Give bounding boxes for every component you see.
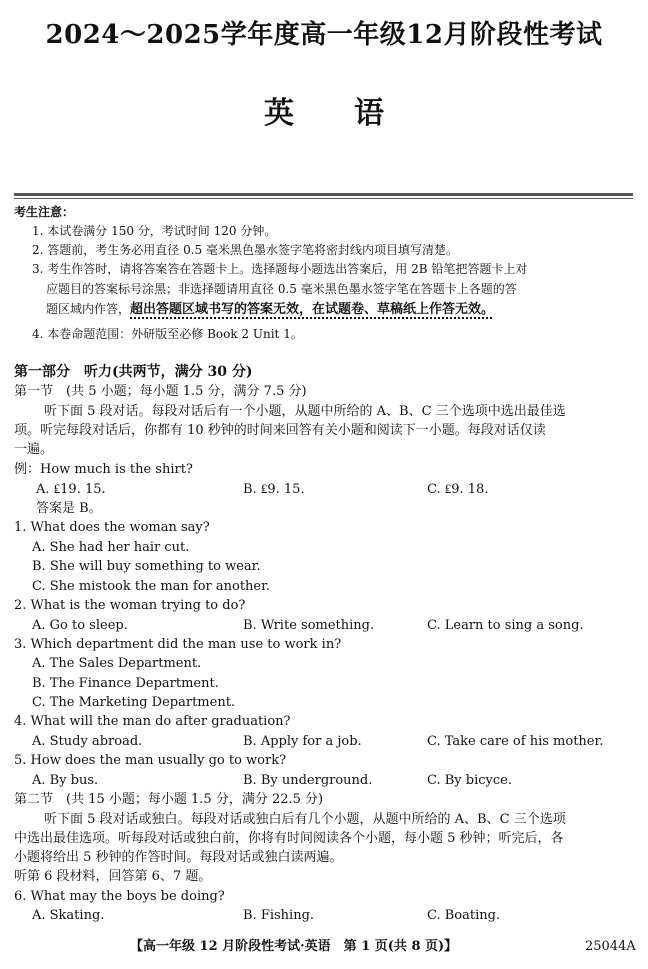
note-3-plain: 题区域内作答， bbox=[46, 302, 131, 316]
section-1-instructions-1: 听下面 5 段对话。每段对话后有一个小题，从题中所给的 A、B、C 三个选项中选出最佳选 bbox=[44, 404, 566, 419]
question-3: 3. Which department did the man use to work in? bbox=[14, 637, 342, 652]
question-6: 6. What may the boys be doing? bbox=[14, 889, 225, 904]
question-2: 2. What is the woman trying to do? bbox=[14, 598, 246, 613]
example-option-b: B. ₤9. 15. bbox=[243, 482, 305, 497]
q6-option-b: B. Fishing. bbox=[243, 908, 315, 923]
subject-title: 英语 bbox=[264, 96, 444, 131]
q4-option-a: A. Study abroad. bbox=[32, 734, 143, 749]
section-1-instructions-3: 一遍。 bbox=[14, 442, 54, 457]
q1-option-b: B. She will buy something to wear. bbox=[32, 559, 261, 574]
section-1-instructions-2: 项。听完每段对话后，你都有 10 秒钟的时间来回答有关小题和阅读下一小题。每段对话仅读 bbox=[14, 423, 546, 438]
q6-option-c: C. Boating. bbox=[427, 908, 501, 923]
footer-code: 25044A bbox=[585, 939, 636, 954]
material-6-note: 听第 6 段材料，回答第 6、7 题。 bbox=[14, 869, 212, 884]
part-1-heading: 第一部分 听力(共两节，满分 30 分) bbox=[14, 364, 253, 380]
q1-option-c: C. She mistook the man for another. bbox=[32, 579, 271, 594]
header-rule-thick bbox=[14, 193, 633, 196]
footer-page-info: 【高一年级 12 月阶段性考试·英语 第 1 页(共 8 页)】 bbox=[130, 939, 458, 954]
q5-option-a: A. By bus. bbox=[32, 773, 99, 788]
section-2-instructions-1: 听下面 5 段对话或独白。每段对话或独白后有几个小题，从题中所给的 A、B、C 三个选项 bbox=[44, 812, 566, 827]
q5-option-b: B. By underground. bbox=[243, 773, 373, 788]
q2-option-b: B. Write something. bbox=[243, 618, 375, 633]
section-2-instructions-2: 中选出最佳选项。听每段对话或独白前，你将有时间阅读各个小题，每小题 5 秒钟；听完后，各 bbox=[14, 831, 564, 846]
note-3-line-2: 应题目的答案标号涂黑；非选择题请用直径 0.5 毫米黑色墨水签字笔在答题卡上各题的答 bbox=[46, 282, 517, 296]
q2-option-a: A. Go to sleep. bbox=[32, 618, 128, 633]
example-option-c: C. ₤9. 18. bbox=[427, 482, 489, 497]
question-4: 4. What will the man do after graduation? bbox=[14, 714, 291, 729]
note-3-line-3 bbox=[46, 300, 494, 319]
section-1-heading: 第一节 (共 5 小题；每小题 1.5 分，满分 7.5 分) bbox=[14, 384, 307, 399]
example-answer: 答案是 B。 bbox=[36, 501, 102, 516]
q3-option-a: A. The Sales Department. bbox=[32, 656, 202, 671]
q5-option-c: C. By bicyce. bbox=[427, 773, 512, 788]
q2-option-c: C. Learn to sing a song. bbox=[427, 618, 584, 633]
note-3-emphasis: 超出答题区域书写的答案无效，在试题卷、草稿纸上作答无效。 bbox=[130, 302, 495, 317]
question-5: 5. How does the man usually go to work? bbox=[14, 753, 287, 768]
note-3-line-1: 3. 考生作答时，请将答案答在答题卡上。选择题每小题选出答案后，用 2B 铅笔把答题卡上对 bbox=[32, 262, 528, 276]
q1-option-a: A. She had her hair cut. bbox=[32, 540, 190, 555]
q3-option-c: C. The Marketing Department. bbox=[32, 695, 236, 710]
exam-title: 2024～2025学年度高一年级12月阶段性考试 bbox=[45, 20, 603, 50]
example-question: 例：How much is the shirt? bbox=[14, 462, 193, 477]
section-2-instructions-3: 小题将给出 5 秒钟的作答时间。每段对话或独白读两遍。 bbox=[14, 850, 343, 865]
note-4: 4. 本卷命题范围：外研版至必修 Book 2 Unit 1。 bbox=[32, 327, 303, 341]
q3-option-b: B. The Finance Department. bbox=[32, 676, 219, 691]
note-2: 2. 答题前，考生务必用直径 0.5 毫米黑色墨水签字笔将密封线内项目填写清楚。 bbox=[32, 243, 458, 257]
q6-option-a: A. Skating. bbox=[32, 908, 105, 923]
q4-option-b: B. Apply for a job. bbox=[243, 734, 362, 749]
header-rule-thin bbox=[14, 198, 633, 199]
notes-heading: 考生注意： bbox=[14, 205, 75, 219]
example-option-a: A. ₤19. 15. bbox=[36, 482, 106, 497]
q4-option-c: C. Take care of his mother. bbox=[427, 734, 604, 749]
question-1: 1. What does the woman say? bbox=[14, 520, 210, 535]
note-1: 1. 本试卷满分 150 分，考试时间 120 分钟。 bbox=[32, 224, 277, 238]
section-2-heading: 第二节 (共 15 小题；每小题 1.5 分，满分 22.5 分) bbox=[14, 792, 324, 807]
